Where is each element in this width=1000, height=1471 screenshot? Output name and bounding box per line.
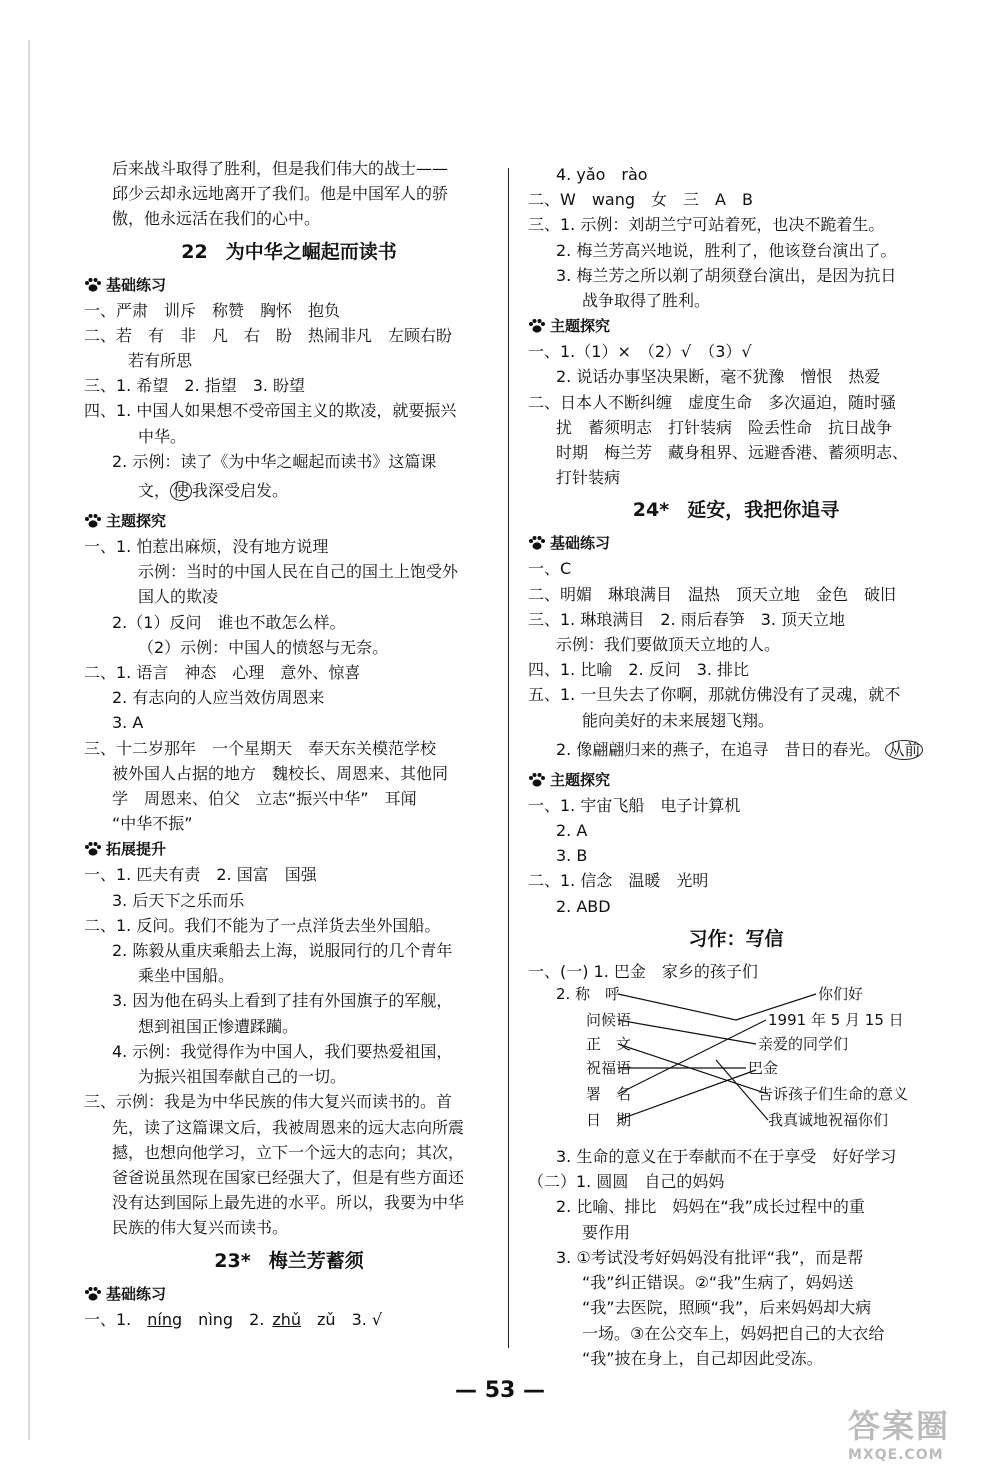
- answer-line: [84, 1307, 494, 1332]
- answer-line: 2. A: [556, 821, 588, 841]
- answer-line: 先，读了这篇课文后，我被周恩来的远大志向所震: [112, 1117, 465, 1137]
- answer-text: 2.: [249, 1309, 265, 1329]
- column-divider: [508, 168, 509, 1348]
- paw-icon: [528, 772, 546, 788]
- left-column: [84, 156, 494, 1332]
- lesson-title-24: [528, 492, 944, 528]
- answer-line: 想到祖国正惨遭蹂躏。: [138, 1016, 299, 1036]
- answer-line: 为振兴祖国奉献自己的一切。: [138, 1067, 347, 1087]
- answer-line: 示例：我们要做顶天立地的人。: [556, 635, 781, 655]
- answer-line: 若有所思: [128, 351, 193, 371]
- answer-line: 二、1. 反问。我们不能为了一点洋货去坐外国船。: [84, 915, 441, 935]
- letter-part: 正 文: [586, 1035, 632, 1054]
- lesson-number: 24*: [632, 499, 670, 522]
- pinyin-answer: zhǔ: [272, 1309, 302, 1329]
- letter-content: 你们好: [818, 985, 864, 1004]
- answer-line: 3. 后天下之乐而乐: [112, 890, 245, 910]
- answer-line: 能向美好的未来展翅飞翔。: [582, 710, 775, 730]
- answer-line: [528, 733, 944, 767]
- lesson-name: 延安，我把你追寻: [687, 499, 840, 522]
- answer-line: 示例：当时的中国人民在自己的国土上饱受外: [138, 562, 459, 582]
- answer-line: 二、1. 信念 温暖 光明: [528, 871, 709, 891]
- answer-text: 4. yǎo rào: [556, 165, 648, 184]
- answer-text: 文，: [138, 481, 171, 501]
- xizuo-title: 习作：写信: [688, 927, 784, 950]
- letter-content: 亲爱的同学们: [758, 1035, 849, 1054]
- letter-part: 2. 称 呼: [556, 985, 621, 1004]
- section-heading: [84, 508, 494, 534]
- section-heading: [84, 836, 494, 862]
- letter-part: 问候语: [586, 1011, 632, 1030]
- answer-line: “我”披在身上，自己却因此受冻。: [582, 1348, 823, 1368]
- answer-text: 一、1.: [84, 1309, 132, 1329]
- answer-line: 国人的欺凌: [138, 587, 219, 607]
- answer-line: 二、1. 语言 神态 心理 意外、惊喜: [84, 663, 361, 683]
- answer-line: 学 周恩来、伯父 立志“振兴中华” 耳闻: [112, 789, 417, 809]
- logo-text: 答案圈: [848, 1407, 951, 1445]
- text-line: 傲，他永远活在我们的心中。: [112, 209, 321, 229]
- answer-line: 3. B: [556, 846, 588, 866]
- answer-line: 五、1. 一旦失去了你啊，那就仿佛没有了灵魂，就不: [528, 685, 901, 705]
- answer-line: 2. 陈毅从重庆乘船去上海，说服同行的几个青年: [112, 941, 453, 961]
- section-title: 基础练习: [106, 1284, 167, 1303]
- answer-line: 一、严肃 训斥 称赞 胸怀 抱负: [84, 300, 341, 320]
- section-title: 拓展提升: [106, 840, 167, 859]
- lesson-number: 22: [181, 240, 208, 263]
- answer-line: 三、示例：我是为中华民族的伟大复兴而读书的。首: [84, 1092, 453, 1112]
- answer-line: 2.（1）反问 谁也不敢怎么样。: [112, 612, 346, 632]
- section-heading: [528, 530, 944, 556]
- answer-line: 三、1. 希望 2. 指望 3. 盼望: [84, 376, 306, 396]
- paw-icon: [84, 513, 102, 529]
- answer-line: 战争取得了胜利。: [582, 291, 711, 311]
- answer-line: 二、W wang 女 三 A B: [528, 190, 753, 210]
- answer-line: 3. A: [112, 713, 144, 733]
- lesson-title-23: [84, 1243, 494, 1279]
- answer-line: 二、日本人不断纠缠 虚度生命 多次逼迫，随时骚: [528, 392, 897, 412]
- text-line: 后来战斗取得了胜利，但是我们伟大的战士——: [112, 159, 449, 178]
- letter-content: 我真诚地祝福你们: [768, 1111, 889, 1130]
- answer-line: （二）1. 圆圆 自己的妈妈: [528, 1172, 725, 1192]
- pinyin-answer: nìng: [198, 1309, 234, 1329]
- answer-text: 3. √: [351, 1309, 383, 1329]
- answer-line: [528, 162, 944, 187]
- paw-icon: [84, 277, 102, 293]
- answer-line: 一、C: [528, 559, 572, 579]
- letter-matching-diagram: [556, 984, 944, 1144]
- page-number: — 53 —: [455, 1378, 545, 1403]
- section-heading: [84, 272, 494, 298]
- paw-icon: [528, 535, 546, 551]
- lesson-number: 23*: [214, 1249, 251, 1272]
- text-line: 邱少云却永远地离开了我们。他是中国军人的骄: [112, 184, 449, 204]
- answer-line: 没有达到国际上最先进的水平。所以，我要为中华: [112, 1193, 465, 1213]
- answer-line: 一、1. 怕惹出麻烦，没有地方说理: [84, 537, 329, 557]
- answer-line: 一、1. 匹夫有责 2. 国富 国强: [84, 865, 317, 885]
- letter-content: 告诉孩子们生命的意义: [758, 1085, 909, 1104]
- answer-line: 3. 梅兰芳之所以剃了胡须登台演出，是因为抗日: [556, 265, 897, 285]
- letter-part: 祝福语: [586, 1059, 632, 1078]
- answer-line: 爸爸说虽然现在国家已经强大了，但是有些方面还: [112, 1167, 465, 1187]
- answer-line: [84, 474, 494, 508]
- answer-line: 时期 梅兰芳 藏身租界、远避香港、蓄须明志、: [556, 443, 909, 463]
- answer-line: 3. 生命的意义在于奉献而不在于享受 好好学习: [556, 1147, 897, 1167]
- section-heading: [528, 767, 944, 793]
- answer-line: 3. 因为他在码头上看到了挂有外国旗子的军舰，: [112, 991, 453, 1011]
- lesson-name: 梅兰芳蓄须: [268, 1249, 364, 1272]
- answer-line: 2. 说话办事坚决果断，毫不犹豫 憎恨 热爱: [556, 367, 881, 387]
- answer-line: 扰 蓄须明志 打针装病 险丢性命 抗日战争: [556, 417, 893, 437]
- circled-correction: 从前: [885, 740, 923, 760]
- answer-line: 一、(一) 1. 巴金 家乡的孩子们: [528, 961, 758, 981]
- right-column: [528, 162, 944, 1371]
- section-title: 基础练习: [550, 534, 611, 553]
- answer-line: 三、1. 示例：刘胡兰宁可站着死，也决不跪着生。: [528, 215, 885, 235]
- answer-line: 一、1.（1）× （2）√ （3）√: [528, 342, 752, 362]
- answer-line: 被外国人占据的地方 魏校长、周恩来、其他同: [112, 763, 449, 783]
- lesson-name: 为中华之崛起而读书: [225, 240, 397, 263]
- answer-line: 一、1. 宇宙飞船 电子计算机: [528, 795, 741, 815]
- letter-part: 署 名: [586, 1085, 632, 1104]
- answer-line: 二、若 有 非 凡 右 盼 热闹非凡 左顾右盼: [84, 325, 453, 345]
- answer-line: “我”纠正错误。②“我”生病了，妈妈送: [582, 1273, 854, 1293]
- answer-line: 四、1. 中国人如果想不受帝国主义的欺凌，就要振兴: [84, 401, 457, 421]
- answer-line: 3. ①考试没考好妈妈没有批评“我”，而是帮: [556, 1247, 864, 1267]
- paw-icon: [84, 1286, 102, 1302]
- answer-text: 2. 像翩翩归来的燕子，在追寻 昔日的春光。: [556, 739, 881, 759]
- circled-correction: 使: [170, 481, 192, 501]
- answer-line: 一场。③在公交车上，妈妈把自己的大衣给: [582, 1323, 885, 1343]
- section-title: 主题探究: [550, 770, 611, 789]
- paw-icon: [84, 841, 102, 857]
- section-heading: [528, 313, 944, 339]
- answer-text: 我深受启发。: [192, 481, 289, 501]
- letter-part: 日 期: [586, 1111, 632, 1130]
- answer-line: （2）示例：中国人的愤怒与无奈。: [138, 637, 389, 657]
- letter-content: 1991 年 5 月 15 日: [768, 1011, 904, 1030]
- answer-line: 2. 有志向的人应当效仿周恩来: [112, 688, 325, 708]
- answer-line: 2. 梅兰芳高兴地说，胜利了，他该登台演出了。: [556, 240, 897, 260]
- pinyin-answer: níng: [147, 1309, 183, 1329]
- answer-line: 民族的伟大复兴而读书。: [112, 1218, 289, 1238]
- answer-line: 要作用: [582, 1222, 631, 1242]
- answer-line: 打针装病: [556, 468, 621, 488]
- letter-content: 巴金: [748, 1059, 779, 1078]
- answer-line: “我”去医院，照顾“我”，后来妈妈却大病: [582, 1298, 872, 1318]
- section-title: 主题探究: [550, 317, 611, 336]
- answer-line: 2. 示例：读了《为中华之崛起而读书》这篇课: [112, 451, 437, 471]
- answer-line: “中华不振”: [112, 814, 193, 834]
- section-heading: [84, 1281, 494, 1307]
- answer-line: 2. ABD: [556, 896, 611, 916]
- answer-line: 二、明媚 琳琅满目 温热 顶天立地 金色 破旧: [528, 584, 897, 604]
- answer-line: 四、1. 比喻 2. 反问 3. 排比: [528, 660, 750, 680]
- lesson-title-22: [84, 234, 494, 270]
- section-title: 主题探究: [106, 512, 167, 531]
- corner-watermark-logo: [848, 1401, 988, 1461]
- section-title: 基础练习: [106, 275, 167, 294]
- answer-line: 撼，也想向他学习，立下一个远大的志向；其次，: [112, 1142, 465, 1162]
- pinyin-answer: zǔ: [317, 1309, 336, 1329]
- answer-line: 三、十二岁那年 一个星期天 奉天东关模范学校: [84, 738, 437, 758]
- logo-subtext: MXQE.COM: [848, 1447, 944, 1463]
- paw-icon: [528, 318, 546, 334]
- answer-line: 三、1. 琳琅满目 2. 雨后春笋 3. 顶天立地: [528, 609, 846, 629]
- answer-line: 2. 比喻、排比 妈妈在“我”成长过程中的重: [556, 1197, 865, 1217]
- answer-line: 乘坐中国船。: [138, 966, 235, 986]
- answer-line: 4. 示例：我觉得作为中国人，我们要热爱祖国，: [112, 1041, 453, 1061]
- answer-line: 中华。: [138, 426, 187, 446]
- binding-edge: [28, 40, 30, 1440]
